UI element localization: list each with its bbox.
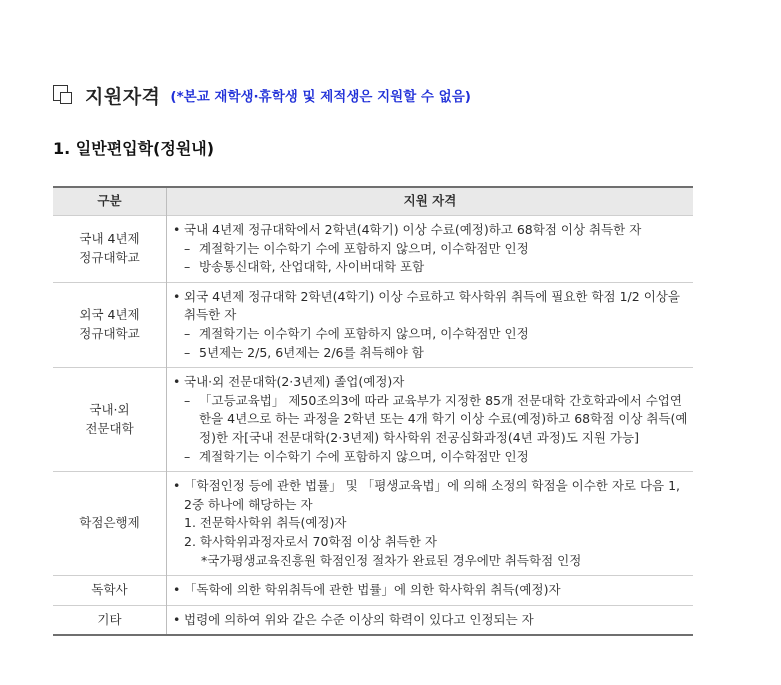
- eligibility-bullet-item: • 법령에 의하여 위와 같은 수준 이상의 학력이 있다고 인정되는 자: [173, 611, 689, 630]
- row-eligibility-cell: [167, 605, 694, 635]
- header-category: 구분: [53, 187, 167, 216]
- table-header-row: [53, 187, 693, 216]
- eligibility-dash-item: – 5년제는 2/5, 6년제는 2/6를 취득해야 함: [173, 344, 689, 363]
- row-category: 국내 4년제 정규대학교: [79, 231, 140, 265]
- row-category-cell: [53, 472, 167, 576]
- row-category: 학점은행제: [79, 515, 140, 531]
- table-row: [53, 368, 693, 472]
- eligibility-dash-item: – 방송통신대학, 산업대학, 사이버대학 포함: [173, 258, 689, 277]
- row-eligibility-cell: [167, 282, 694, 367]
- row-category-cell: [53, 216, 167, 283]
- eligibility-dash-item: – 계절학기는 이수학기 수에 포함하지 않으며, 이수학점만 인정: [173, 325, 689, 344]
- row-eligibility-cell: [167, 576, 694, 606]
- row-category: 외국 4년제 정규대학교: [79, 307, 140, 341]
- table-row: [53, 576, 693, 606]
- eligibility-num-item: 2. 학사학위과정자로서 70학점 이상 취득한 자: [184, 533, 437, 549]
- section-note: (*본교 재학생·휴학생 및 제적생은 지원할 수 없음): [170, 89, 471, 105]
- section-title: 지원자격: [85, 85, 161, 108]
- row-category: 국내·외 전문대학: [85, 402, 134, 436]
- row-eligibility-cell: [167, 216, 694, 283]
- eligibility-dash-item: – 「고등교육법」 제50조의3에 따라 교육부가 지정한 85개 전문대학 간호학과에서 수업연한을 4년으로 하는 과정을 2학년 또는 4개 학기 이상 수료(예정)하고 68학점 이상 취득(예정)한 자[국내 전문대학(2·3년제) 학사학위 전공심화과정(4년 과정)도 지원 가능]: [173, 392, 689, 448]
- row-category: 독학사: [91, 582, 128, 598]
- section-header: [53, 82, 471, 108]
- row-category-cell: [53, 368, 167, 472]
- eligibility-bullet-item: • 「독학에 의한 학위취득에 관한 법률」에 의한 학사학위 취득(예정)자: [173, 581, 689, 600]
- eligibility-sub-item: *국가평생교육진흥원 학점인정 절차가 완료된 경우에만 취득학점 인정: [201, 552, 582, 568]
- row-category-cell: [53, 605, 167, 635]
- eligibility-table: [53, 186, 693, 636]
- table-row: [53, 282, 693, 367]
- eligibility-bullet-item: • 「학점인정 등에 관한 법률」 및 「평생교육법」에 의해 소정의 학점을 이수한 자로 다음 1, 2중 하나에 해당하는 자: [173, 477, 689, 514]
- row-category-cell: [53, 282, 167, 367]
- section-square-icon: [53, 85, 73, 105]
- table-row: [53, 472, 693, 576]
- eligibility-bullet-item: • 국내·외 전문대학(2·3년제) 졸업(예정)자: [173, 373, 689, 392]
- eligibility-num-item: 1. 전문학사학위 취득(예정)자: [184, 515, 347, 531]
- header-eligibility: 지원 자격: [167, 187, 694, 216]
- eligibility-dash-item: – 계절학기는 이수학기 수에 포함하지 않으며, 이수학점만 인정: [173, 240, 689, 259]
- eligibility-bullet-item: • 국내 4년제 정규대학에서 2학년(4학기) 이상 수료(예정)하고 68학점 이상 취득한 자: [173, 221, 689, 240]
- table-body: [53, 216, 693, 636]
- row-eligibility-cell: [167, 368, 694, 472]
- row-category: 기타: [97, 611, 122, 627]
- row-category-cell: [53, 576, 167, 606]
- eligibility-dash-item: – 계절학기는 이수학기 수에 포함하지 않으며, 이수학점만 인정: [173, 448, 689, 467]
- subsection-title: 1. 일반편입학(정원내): [53, 139, 215, 158]
- table-row: [53, 605, 693, 635]
- table-row: [53, 216, 693, 283]
- eligibility-bullet-item: • 외국 4년제 정규대학 2학년(4학기) 이상 수료하고 학사학위 취득에 필요한 학점 1/2 이상을 취득한 자: [173, 288, 689, 325]
- row-eligibility-cell: [167, 472, 694, 576]
